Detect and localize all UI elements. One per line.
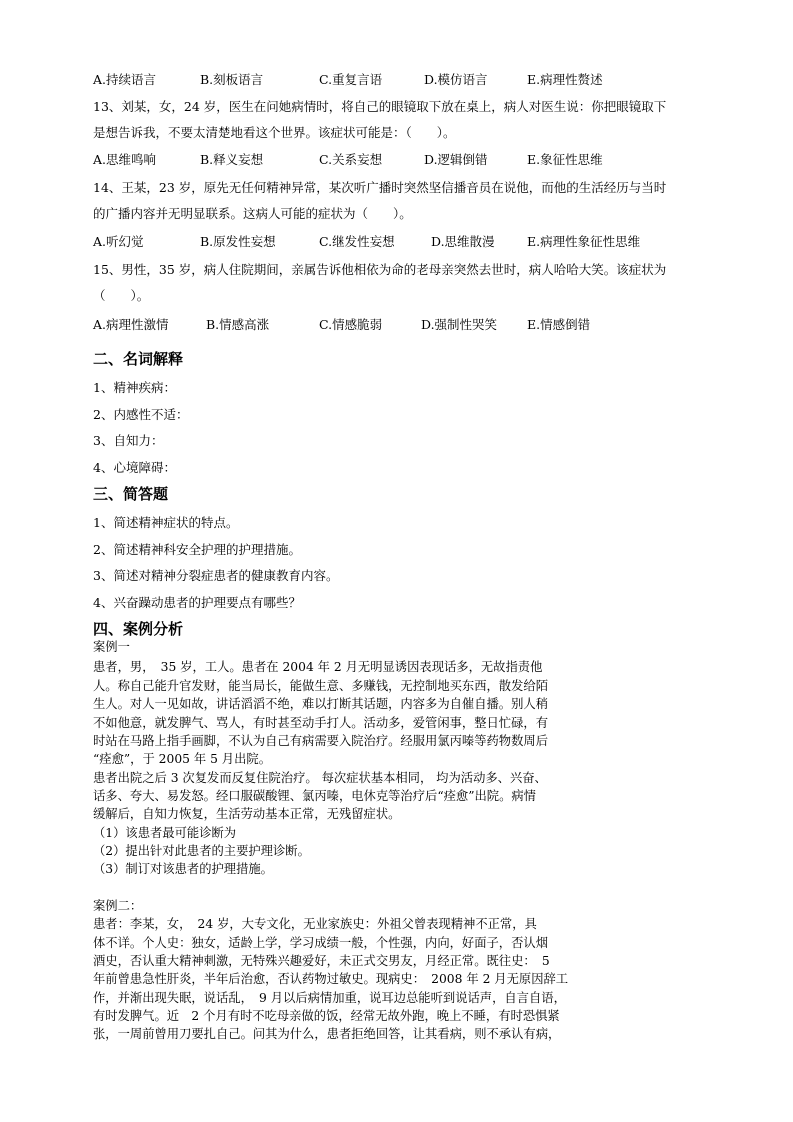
section-2-title: 二、名词解释 (93, 350, 184, 368)
q12-option-c: C.重复言语 (319, 72, 383, 87)
q12-option-b: B.刻板语言 (200, 72, 264, 87)
case-2-line-2: 体不详。个人史：独女，适龄上学，学习成绩一般，个性强，内向，好面子，否认烟 (93, 936, 548, 950)
q13-option-e: E.象征性思维 (527, 152, 603, 167)
case-1-line-6: “痊愈”，于 2005 年 5 月出院。 (93, 752, 271, 766)
case-1-line-1: 患者，男， 35 岁，工人。患者在 2004 年 2 月无明显诱因表现话多，无故指责他 (93, 660, 543, 674)
case-2-line-1: 患者：李某，女， 24 岁，大专文化，无业家族史：外祖父曾表现精神不正常，具 (93, 917, 537, 931)
case-1-question-3: （3）制订对该患者的护理措施。 (93, 862, 273, 876)
q12-option-e: E.病理性赘述 (527, 72, 603, 87)
q15-option-e: E.情感倒错 (527, 317, 591, 332)
q15-option-d: D.强制性哭笑 (421, 317, 498, 332)
q15-stem-line-2: （ ）。 (93, 288, 150, 303)
q13-option-b: B.释义妄想 (200, 152, 264, 167)
q13-stem-line-2: 是想告诉我，不要太清楚地看这个世界。该症状可能是：（ ）。 (93, 125, 456, 140)
q15-option-c: C.情感脆弱 (319, 317, 383, 332)
q14-option-d: D.思维散漫 (431, 234, 495, 249)
q13-stem-line-1: 13、刘某，女，24 岁，医生在问她病情时，将自己的眼镜取下放在桌上，病人对医生说：你把眼镜取下 (93, 99, 667, 114)
term-item-1: 1、精神疾病： (93, 380, 176, 395)
case-2-line-6: 有时发脾气。近 2 个月有时不吃母亲做的饭，经常无故外跑，晚上不睡，有时恐惧紧 (93, 1009, 560, 1023)
case-1-line-7: 患者出院之后 3 次复发而反复住院治疗。 每次症状基本相同， 均为活动多、兴奋、 (93, 771, 547, 785)
section-3-title: 三、简答题 (93, 485, 169, 503)
case-1-question-1: （1）该患者最可能诊断为 (93, 826, 237, 840)
case-2-line-4: 年前曾患急性肝炎，半年后治愈，否认药物过敏史。现病史： 2008 年 2 月无原因辞工 (93, 972, 569, 986)
q15-option-b: B.情感高涨 (206, 317, 270, 332)
section-4-title: 四、案例分析 (93, 620, 184, 638)
q14-option-a: A.听幻觉 (93, 234, 144, 249)
q13-option-d: D.逻辑倒错 (424, 152, 488, 167)
case-1-line-5: 时站在马路上指手画脚，不认为自己有病需要入院治疗。经服用氯丙嗪等药物数周后 (93, 734, 548, 748)
case-1-line-9: 缓解后，自知力恢复，生活劳动基本正常，无残留症状。 (93, 807, 401, 821)
q13-option-a: A.思维鸣响 (93, 152, 157, 167)
case-1-line-8: 话多、夸大、易发怒。经口服碳酸锂、氯丙嗪，电休克等治疗后“痊愈”出院。病情 (93, 789, 536, 803)
q15-option-a: A.病理性激情 (93, 317, 169, 332)
case-1-label: 案例一 (93, 640, 130, 654)
short-answer-item-1: 1、简述精神症状的特点。 (93, 515, 239, 530)
case-1-line-2: 人。称自己能升官发财，能当局长，能做生意、多赚钱，无控制地买东西，散发给陌 (93, 679, 548, 693)
case-2-line-3: 酒史，否认重大精神刺激，无特殊兴趣爱好，未正式交男友，月经正常。既往史： 5 (93, 954, 550, 968)
q13-option-c: C.关系妄想 (319, 152, 383, 167)
q14-stem-line-2: 的广播内容并无明显联系。这病人可能的症状为（ ）。 (93, 206, 412, 221)
short-answer-item-2: 2、简述精神科安全护理的护理措施。 (93, 542, 301, 557)
short-answer-item-3: 3、简述对精神分裂症患者的健康教育内容。 (93, 568, 339, 583)
q12-option-a: A.持续语言 (93, 72, 157, 87)
case-2-line-5: 作，并渐出现失眠，说话乱， 9 月以后病情加重，说耳边总能听到说话声，自言自语， (93, 991, 566, 1005)
q14-option-e: E.病理性象征性思维 (527, 234, 641, 249)
q15-stem-line-1: 15、男性，35 岁，病人住院期间，亲属告诉他相依为命的老母亲突然去世时，病人哈哈大笑。该症状为 (93, 262, 667, 277)
case-1-question-2: （2）提出针对此患者的主要护理诊断。 (93, 844, 310, 858)
case-1-line-4: 不如他意，就发脾气、骂人，有时甚至动手打人。活动多，爱管闲事，整日忙碌，有 (93, 716, 548, 730)
case-1-line-3: 生人。对人一见如故，讲话滔滔不绝，难以打断其话题，内容多为自催自播。别人稍 (93, 697, 548, 711)
term-item-2: 2、内感性不适： (93, 407, 189, 422)
term-item-3: 3、自知力： (93, 433, 164, 448)
q12-option-d: D.模仿语言 (424, 72, 488, 87)
short-answer-item-4: 4、兴奋躁动患者的护理要点有哪些？ (93, 595, 301, 610)
term-item-4: 4、心境障碍： (93, 460, 176, 475)
q14-stem-line-1: 14、王某，23 岁，原先无任何精神异常，某次听广播时突然坚信播音员在说他，而他的生活经历与当时 (93, 180, 667, 195)
case-2-line-7: 张，一周前曾用刀要扎自己。问其为什么，患者拒绝回答，让其看病，则不承认有病， (93, 1027, 561, 1041)
case-2-label: 案例二： (93, 899, 143, 913)
q14-option-c: C.继发性妄想 (319, 234, 395, 249)
q14-option-b: B.原发性妄想 (200, 234, 276, 249)
